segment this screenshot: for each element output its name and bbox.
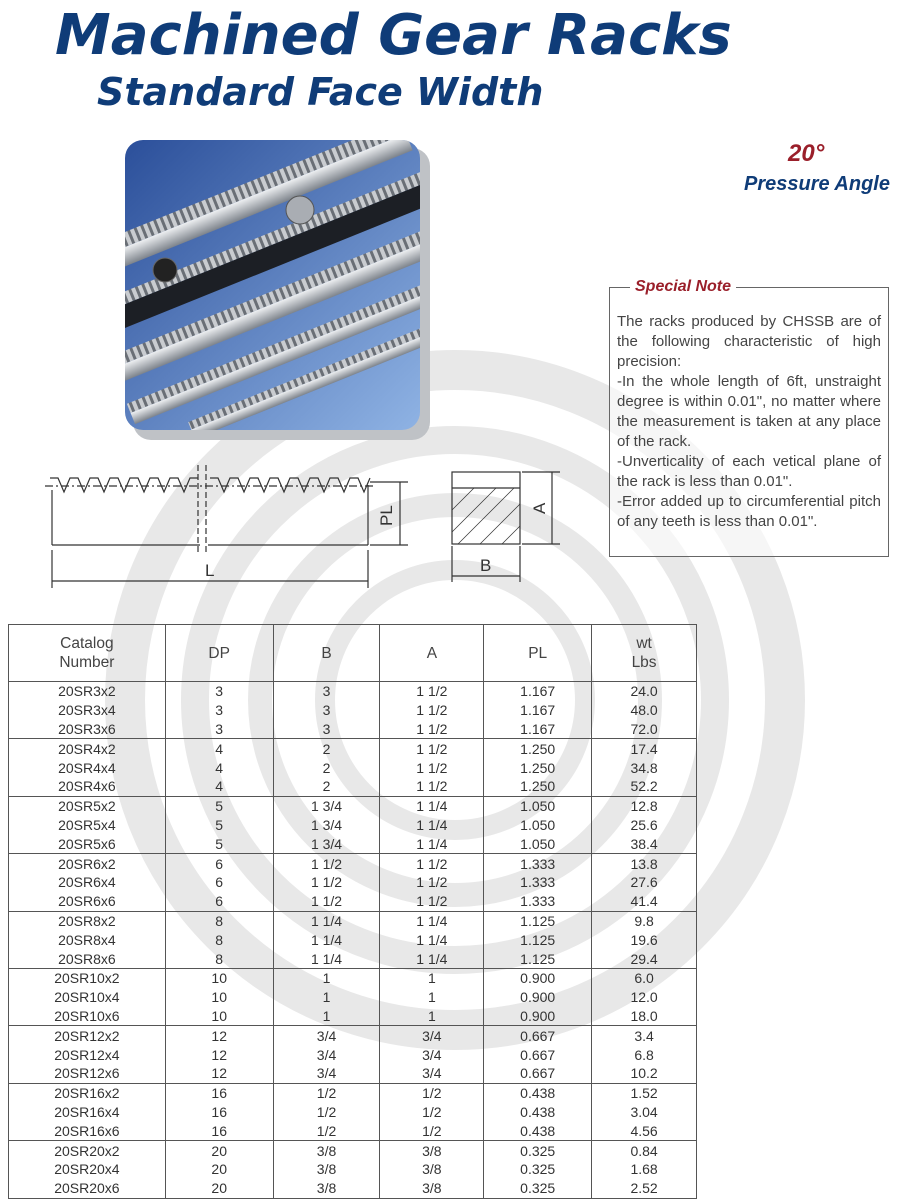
cell-catalog-number: 20SR5x4	[9, 816, 166, 835]
cell-a: 3/4	[380, 1064, 484, 1083]
cell-catalog-number: 20SR20x6	[9, 1179, 166, 1198]
gear-racks-photo	[125, 140, 430, 440]
cell-a: 1/2	[380, 1121, 484, 1140]
rack-cross-section	[452, 472, 560, 582]
cell-catalog-number: 20SR8x6	[9, 949, 166, 968]
cell-pl: 0.438	[484, 1083, 592, 1102]
cell-dp: 10	[165, 968, 273, 987]
cell-b: 1/2	[273, 1103, 380, 1122]
cell-pl: 1.333	[484, 854, 592, 873]
cell-pl: 0.900	[484, 968, 592, 987]
cell-weight: 17.4	[592, 739, 697, 758]
cell-dp: 20	[165, 1179, 273, 1198]
cell-b: 3/8	[273, 1179, 380, 1198]
cell-dp: 8	[165, 949, 273, 968]
cell-catalog-number: 20SR3x6	[9, 720, 166, 739]
cell-weight: 12.0	[592, 988, 697, 1007]
gear-rack-spec-table	[8, 624, 697, 1199]
special-note-body	[617, 312, 881, 532]
cell-weight: 9.8	[592, 911, 697, 930]
cell-dp: 3	[165, 720, 273, 739]
cell-a: 3/8	[380, 1179, 484, 1198]
cell-b: 1 3/4	[273, 816, 380, 835]
cell-catalog-number: 20SR6x4	[9, 873, 166, 892]
length-label: L	[205, 561, 215, 580]
cell-dp: 8	[165, 930, 273, 949]
header-catalog-number: Catalog Number	[9, 625, 166, 682]
table-row	[9, 777, 697, 796]
cell-catalog-number: 20SR20x4	[9, 1160, 166, 1179]
cell-a: 3/8	[380, 1141, 484, 1160]
cell-dp: 16	[165, 1121, 273, 1140]
height-label: A	[530, 502, 549, 514]
cell-weight: 6.0	[592, 968, 697, 987]
cell-a: 1 1/4	[380, 949, 484, 968]
cell-catalog-number: 20SR10x2	[9, 968, 166, 987]
cell-catalog-number: 20SR16x6	[9, 1121, 166, 1140]
cell-weight: 19.6	[592, 930, 697, 949]
cell-pl: 0.325	[484, 1141, 592, 1160]
cell-pl: 0.900	[484, 1007, 592, 1026]
cell-dp: 20	[165, 1141, 273, 1160]
cell-b: 1	[273, 988, 380, 1007]
cell-weight: 29.4	[592, 949, 697, 968]
table-row	[9, 1064, 697, 1083]
cell-b: 2	[273, 777, 380, 796]
cell-weight: 48.0	[592, 701, 697, 720]
table-row	[9, 911, 697, 930]
cell-pl: 0.438	[484, 1121, 592, 1140]
cell-catalog-number: 20SR10x6	[9, 1007, 166, 1026]
cell-catalog-number: 20SR5x6	[9, 834, 166, 853]
cell-weight: 12.8	[592, 796, 697, 815]
cell-dp: 20	[165, 1160, 273, 1179]
cell-pl: 1.167	[484, 701, 592, 720]
cell-pl: 1.250	[484, 739, 592, 758]
note-paragraph: -In the whole length of 6ft, unstraight degree is within 0.01", no matter where the measurement is taken at any place of the rack.	[617, 373, 881, 450]
note-paragraph: -Error added up to circumferential pitch of any teeth is less than 0.01".	[617, 493, 881, 530]
table-row	[9, 1160, 697, 1179]
cell-catalog-number: 20SR6x6	[9, 892, 166, 911]
cell-pl: 0.325	[484, 1179, 592, 1198]
table-row	[9, 949, 697, 968]
cell-b: 3/8	[273, 1141, 380, 1160]
cell-pl: 1.125	[484, 911, 592, 930]
cell-b: 3/4	[273, 1045, 380, 1064]
cell-a: 3/4	[380, 1045, 484, 1064]
cell-dp: 6	[165, 854, 273, 873]
cell-pl: 1.250	[484, 777, 592, 796]
note-paragraph: -Unverticality of each vetical plane of the rack is less than 0.01".	[617, 453, 881, 490]
header-a: A	[380, 625, 484, 682]
table-row	[9, 1179, 697, 1198]
cell-catalog-number: 20SR10x4	[9, 988, 166, 1007]
cell-pl: 1.050	[484, 816, 592, 835]
table-body	[9, 682, 697, 1199]
cell-catalog-number: 20SR8x4	[9, 930, 166, 949]
cell-a: 1 1/2	[380, 758, 484, 777]
cell-dp: 5	[165, 796, 273, 815]
cell-pl: 1.167	[484, 720, 592, 739]
cell-weight: 27.6	[592, 873, 697, 892]
cell-a: 1 1/4	[380, 816, 484, 835]
cell-dp: 4	[165, 739, 273, 758]
cell-pl: 0.438	[484, 1103, 592, 1122]
cell-pl: 0.667	[484, 1064, 592, 1083]
cell-b: 1/2	[273, 1121, 380, 1140]
cell-a: 1 1/2	[380, 777, 484, 796]
cell-weight: 4.56	[592, 1121, 697, 1140]
cell-a: 1 1/4	[380, 911, 484, 930]
header-b: B	[273, 625, 380, 682]
cell-weight: 2.52	[592, 1179, 697, 1198]
cell-catalog-number: 20SR8x2	[9, 911, 166, 930]
cell-pl: 1.333	[484, 873, 592, 892]
cell-catalog-number: 20SR16x2	[9, 1083, 166, 1102]
table-row	[9, 758, 697, 777]
special-note-title: Special Note	[630, 277, 736, 297]
cell-dp: 12	[165, 1045, 273, 1064]
header-dp: DP	[165, 625, 273, 682]
table-row	[9, 892, 697, 911]
cell-dp: 3	[165, 682, 273, 701]
cell-pl: 0.325	[484, 1160, 592, 1179]
cell-b: 1 1/4	[273, 911, 380, 930]
cell-pl: 1.333	[484, 892, 592, 911]
cell-b: 3	[273, 720, 380, 739]
cell-a: 1 1/2	[380, 701, 484, 720]
table-row	[9, 1121, 697, 1140]
cell-dp: 5	[165, 834, 273, 853]
cell-a: 1 1/2	[380, 854, 484, 873]
cell-catalog-number: 20SR6x2	[9, 854, 166, 873]
table-row	[9, 739, 697, 758]
cell-dp: 12	[165, 1064, 273, 1083]
rack-side-view	[45, 465, 408, 588]
cell-a: 1 1/2	[380, 873, 484, 892]
note-paragraph: The racks produced by CHSSB are of the following characteristic of high precision:	[617, 313, 881, 370]
cell-a: 3/8	[380, 1160, 484, 1179]
table-row	[9, 1083, 697, 1102]
cell-b: 1 1/2	[273, 854, 380, 873]
table-row	[9, 834, 697, 853]
cell-weight: 10.2	[592, 1064, 697, 1083]
cell-b: 1 1/2	[273, 892, 380, 911]
cell-catalog-number: 20SR4x2	[9, 739, 166, 758]
cell-catalog-number: 20SR3x4	[9, 701, 166, 720]
table-row	[9, 701, 697, 720]
table-row	[9, 854, 697, 873]
cell-dp: 10	[165, 1007, 273, 1026]
cell-b: 3	[273, 682, 380, 701]
cell-dp: 16	[165, 1103, 273, 1122]
rack-dimension-diagram	[40, 460, 580, 590]
cell-catalog-number: 20SR5x2	[9, 796, 166, 815]
cell-pl: 0.667	[484, 1045, 592, 1064]
cell-pl: 1.125	[484, 949, 592, 968]
table-row	[9, 988, 697, 1007]
cell-catalog-number: 20SR16x4	[9, 1103, 166, 1122]
cell-pl: 0.900	[484, 988, 592, 1007]
cell-b: 1 1/4	[273, 930, 380, 949]
table-row	[9, 968, 697, 987]
cell-catalog-number: 20SR12x2	[9, 1026, 166, 1045]
cell-pl: 1.125	[484, 930, 592, 949]
width-label: B	[480, 556, 492, 575]
pressure-angle-value: 20°	[788, 140, 825, 167]
header-pl: PL	[484, 625, 592, 682]
cell-dp: 5	[165, 816, 273, 835]
cell-dp: 12	[165, 1026, 273, 1045]
cell-pl: 1.050	[484, 796, 592, 815]
cell-b: 1 1/2	[273, 873, 380, 892]
cell-a: 1 1/2	[380, 739, 484, 758]
cell-dp: 6	[165, 892, 273, 911]
cell-weight: 1.52	[592, 1083, 697, 1102]
cell-weight: 24.0	[592, 682, 697, 701]
table-row	[9, 816, 697, 835]
page-subtitle: Standard Face Width	[97, 70, 544, 114]
cell-b: 1	[273, 1007, 380, 1026]
cell-b: 1	[273, 968, 380, 987]
cell-a: 1 1/4	[380, 796, 484, 815]
cell-a: 1 1/4	[380, 930, 484, 949]
cell-a: 1 1/2	[380, 892, 484, 911]
table-row	[9, 1026, 697, 1045]
table-row	[9, 1103, 697, 1122]
cell-pl: 1.250	[484, 758, 592, 777]
cell-a: 1 1/2	[380, 720, 484, 739]
cell-a: 1	[380, 968, 484, 987]
table-row	[9, 1141, 697, 1160]
table-row	[9, 873, 697, 892]
cell-a: 1/2	[380, 1103, 484, 1122]
cell-a: 1 1/4	[380, 834, 484, 853]
cell-a: 1 1/2	[380, 682, 484, 701]
cell-weight: 38.4	[592, 834, 697, 853]
cell-dp: 3	[165, 701, 273, 720]
pressure-angle-label: Pressure Angle	[744, 173, 890, 195]
table-row	[9, 796, 697, 815]
cell-weight: 3.4	[592, 1026, 697, 1045]
cell-catalog-number: 20SR12x6	[9, 1064, 166, 1083]
cell-dp: 16	[165, 1083, 273, 1102]
table-row	[9, 682, 697, 701]
cell-b: 3/8	[273, 1160, 380, 1179]
cell-weight: 52.2	[592, 777, 697, 796]
cell-b: 1 3/4	[273, 796, 380, 815]
pitch-line-label: PL	[377, 505, 396, 526]
cell-b: 3	[273, 701, 380, 720]
table-row	[9, 720, 697, 739]
cell-weight: 3.04	[592, 1103, 697, 1122]
cell-weight: 6.8	[592, 1045, 697, 1064]
cell-weight: 72.0	[592, 720, 697, 739]
special-note-box	[609, 278, 889, 557]
cell-weight: 41.4	[592, 892, 697, 911]
table-row	[9, 1045, 697, 1064]
cell-b: 1 3/4	[273, 834, 380, 853]
cell-dp: 8	[165, 911, 273, 930]
cell-b: 1/2	[273, 1083, 380, 1102]
cell-dp: 4	[165, 777, 273, 796]
cell-pl: 0.667	[484, 1026, 592, 1045]
cell-catalog-number: 20SR20x2	[9, 1141, 166, 1160]
cell-a: 3/4	[380, 1026, 484, 1045]
cell-b: 2	[273, 758, 380, 777]
cell-catalog-number: 20SR12x4	[9, 1045, 166, 1064]
cell-dp: 10	[165, 988, 273, 1007]
cell-a: 1	[380, 988, 484, 1007]
cell-weight: 18.0	[592, 1007, 697, 1026]
cell-weight: 34.8	[592, 758, 697, 777]
cell-catalog-number: 20SR4x4	[9, 758, 166, 777]
table-row	[9, 930, 697, 949]
cell-b: 1 1/4	[273, 949, 380, 968]
cell-weight: 13.8	[592, 854, 697, 873]
cell-b: 3/4	[273, 1026, 380, 1045]
header-weight: wt Lbs	[592, 625, 697, 682]
cell-weight: 25.6	[592, 816, 697, 835]
cell-weight: 1.68	[592, 1160, 697, 1179]
page-title: Machined Gear Racks	[55, 3, 732, 68]
cell-dp: 6	[165, 873, 273, 892]
cell-a: 1/2	[380, 1083, 484, 1102]
cell-pl: 1.050	[484, 834, 592, 853]
table-row	[9, 1007, 697, 1026]
cell-a: 1	[380, 1007, 484, 1026]
cell-catalog-number: 20SR4x6	[9, 777, 166, 796]
table-header-row	[9, 625, 697, 682]
cell-b: 2	[273, 739, 380, 758]
cell-dp: 4	[165, 758, 273, 777]
cell-catalog-number: 20SR3x2	[9, 682, 166, 701]
cell-weight: 0.84	[592, 1141, 697, 1160]
cell-pl: 1.167	[484, 682, 592, 701]
cell-b: 3/4	[273, 1064, 380, 1083]
